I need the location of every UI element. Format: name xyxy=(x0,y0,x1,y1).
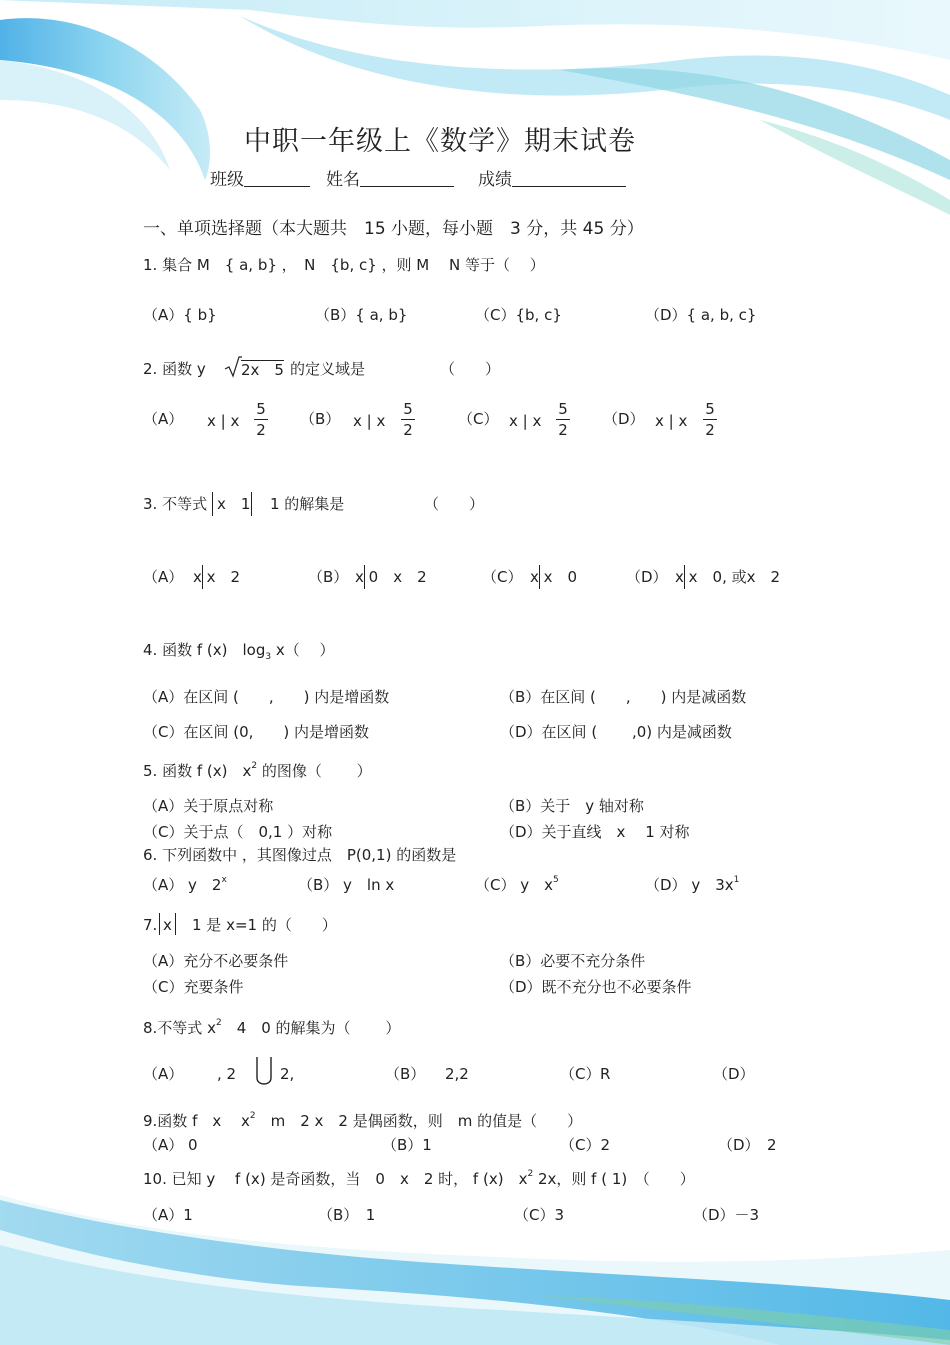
q2-option-a-fraction: 5 2 xyxy=(254,400,268,439)
score-field xyxy=(478,170,626,190)
q5-option-c[interactable]: （C）关于点（ 0,1 ）对称 xyxy=(143,823,333,841)
q8-option-c-expr: R xyxy=(600,1065,611,1083)
q9-option-c[interactable]: （C）2 xyxy=(560,1136,611,1154)
q4-stem: 4. 函数 f (x) $\log_3 x$（ ） xyxy=(143,641,335,662)
q3-option-a-expr: x x 2 xyxy=(193,568,241,586)
q3-abs-right-bar xyxy=(251,492,252,516)
q8-option-d[interactable]: （D） xyxy=(713,1065,755,1083)
q2-option-c-fraction: 5 2 xyxy=(556,400,570,439)
q3-option-b-expr: x 0 x 2 xyxy=(355,568,427,586)
q2-stem-prefix: 2. 函数 y xyxy=(143,360,206,378)
exam-title: 中职一年级上《数学》期末试卷 xyxy=(244,126,636,157)
q8-option-a-left: , 2 xyxy=(217,1065,237,1083)
q8-option-a[interactable]: （A） xyxy=(143,1065,184,1083)
q1-option-b[interactable]: （B）{ a, b} xyxy=(315,306,408,324)
q2-stem-suffix: 的定义域是 xyxy=(290,360,366,378)
q4-option-a[interactable]: （A）在区间 ( , ) 内是增函数 xyxy=(143,688,390,706)
q3-stem-suffix: 1 的解集是 xyxy=(270,495,345,513)
q7-abs-inner: x xyxy=(163,916,172,934)
q5-option-b[interactable]: （B）关于 y 轴对称 xyxy=(500,797,644,815)
score-label: 成绩 xyxy=(478,170,512,190)
name-label: 姓名 xyxy=(326,170,360,190)
q3-stem-prefix: 3. 不等式 xyxy=(143,495,208,513)
q3-option-d-expr: x x 0, 或x 2 xyxy=(675,568,781,586)
q3-option-c[interactable]: （C） xyxy=(482,568,523,586)
q4-option-d[interactable]: （D）在区间 ( ,0) 内是减函数 xyxy=(500,723,732,741)
q2-answer-paren: （ ） xyxy=(440,360,501,378)
q7-option-a[interactable]: （A）充分不必要条件 xyxy=(143,952,289,970)
q9-option-a[interactable]: （A） 0 xyxy=(143,1136,198,1154)
q7-option-c[interactable]: （C）充要条件 xyxy=(143,978,244,996)
q10-option-c[interactable]: （C）3 xyxy=(514,1206,565,1224)
q10-option-a[interactable]: （A）1 xyxy=(143,1206,193,1224)
q6-stem: 6. 下列函数中 ，其图像过点 P(0,1) 的函数是 xyxy=(143,846,457,864)
q2-option-c[interactable]: （C） xyxy=(458,410,499,428)
q10-option-b[interactable]: （B） 1 xyxy=(318,1206,376,1224)
q3-option-d[interactable]: （D） xyxy=(626,568,668,586)
q2-option-b[interactable]: （B） xyxy=(300,410,341,428)
union-symbol xyxy=(255,1056,273,1090)
q3-option-d-setbar xyxy=(684,565,685,589)
sqrt-symbol xyxy=(224,356,242,378)
q6-option-a[interactable]: （A） y 2$^x$ xyxy=(143,875,227,894)
q2-option-b-set: x | x xyxy=(353,412,386,430)
q2-option-b-fraction: 5 2 xyxy=(401,400,415,439)
score-blank[interactable] xyxy=(512,170,626,187)
q7-option-d[interactable]: （D）既不充分也不必要条件 xyxy=(500,978,692,996)
q1-option-c[interactable]: （C）{b, c} xyxy=(475,306,562,324)
q5-option-a[interactable]: （A）关于原点对称 xyxy=(143,797,274,815)
class-label: 班级 xyxy=(210,170,244,190)
q3-option-c-expr: x x 0 xyxy=(530,568,578,586)
q2-option-a-set: x | x xyxy=(207,412,240,430)
q6-option-c[interactable]: （C） y $x^5$ xyxy=(475,875,559,894)
q9-option-b[interactable]: （B）1 xyxy=(382,1136,432,1154)
q5-stem: 5. 函数 f (x) $x^2$ 的图像（ ） xyxy=(143,761,372,780)
class-blank[interactable] xyxy=(244,170,310,187)
q7-abs-right-bar xyxy=(175,913,176,935)
q1-option-a[interactable]: （A）{ b} xyxy=(143,306,217,324)
q2-option-a[interactable]: （A） xyxy=(143,410,184,428)
q2-option-c-set: x | x xyxy=(509,412,542,430)
q4-option-b[interactable]: （B）在区间 ( , ) 内是减函数 xyxy=(500,688,747,706)
q6-option-d[interactable]: （D） y $3x^1$ xyxy=(645,875,740,894)
q3-option-a-setbar xyxy=(202,565,203,589)
name-field xyxy=(326,170,454,190)
q10-stem: 10. 已知 y f (x) 是奇函数，当 0 x 2 时， f (x) $x^2$ 2x，则 f ( 1) （ ） xyxy=(143,1169,695,1188)
q1-option-d[interactable]: （D）{ a, b, c} xyxy=(645,306,757,324)
class-field xyxy=(210,170,310,190)
q3-abs-left-bar xyxy=(212,492,213,516)
q8-option-b-expr: 2,2 xyxy=(445,1065,469,1083)
q7-option-b[interactable]: （B）必要不充分条件 xyxy=(500,952,646,970)
q9-option-d[interactable]: （D） 2 xyxy=(718,1136,777,1154)
q8-option-c[interactable]: （C） xyxy=(560,1065,601,1083)
q3-abs-inner: x 1 xyxy=(217,495,251,513)
q5-option-d[interactable]: （D）关于直线 x 1 对称 xyxy=(500,823,690,841)
q3-option-a[interactable]: （A） xyxy=(143,568,184,586)
q2-option-d-fraction: 5 2 xyxy=(703,400,717,439)
q1-stem: 1. 集合 M { a, b} ， N {b, c} ，则 M N 等于（ ） xyxy=(143,256,545,274)
q4-option-c[interactable]: （C）在区间 (0, ) 内是增函数 xyxy=(143,723,370,741)
q8-option-a-right: 2, xyxy=(280,1065,295,1083)
q7-number: 7. xyxy=(143,916,158,934)
q10-option-d[interactable]: （D）－3 xyxy=(693,1206,760,1224)
q6-option-b[interactable]: （B） y ln x xyxy=(298,876,395,894)
name-blank[interactable] xyxy=(360,170,454,187)
q8-stem: 8.不等式 $x^2$ 4 0 的解集为（ ） xyxy=(143,1018,401,1037)
q3-option-c-setbar xyxy=(539,565,540,589)
q3-answer-paren: （ ） xyxy=(424,495,485,513)
q3-option-b-setbar xyxy=(364,565,365,589)
q2-radicand: 2x 5 xyxy=(241,361,284,379)
q7-stem-suffix: 1 是 x=1 的（ ） xyxy=(192,916,337,934)
q9-stem: 9.函数 f x $x^2$ m 2 x 2 是偶函数，则 m 的值是（ ） xyxy=(143,1111,583,1130)
q2-option-d[interactable]: （D） xyxy=(603,410,645,428)
q7-abs-left-bar xyxy=(159,913,160,935)
q2-option-d-set: x | x xyxy=(655,412,688,430)
section-heading: 一、单项选择题（本大题共 15 小题，每小题 3 分，共 45 分） xyxy=(143,219,644,239)
q3-option-b[interactable]: （B） xyxy=(308,568,349,586)
q8-option-b[interactable]: （B） xyxy=(385,1065,426,1083)
